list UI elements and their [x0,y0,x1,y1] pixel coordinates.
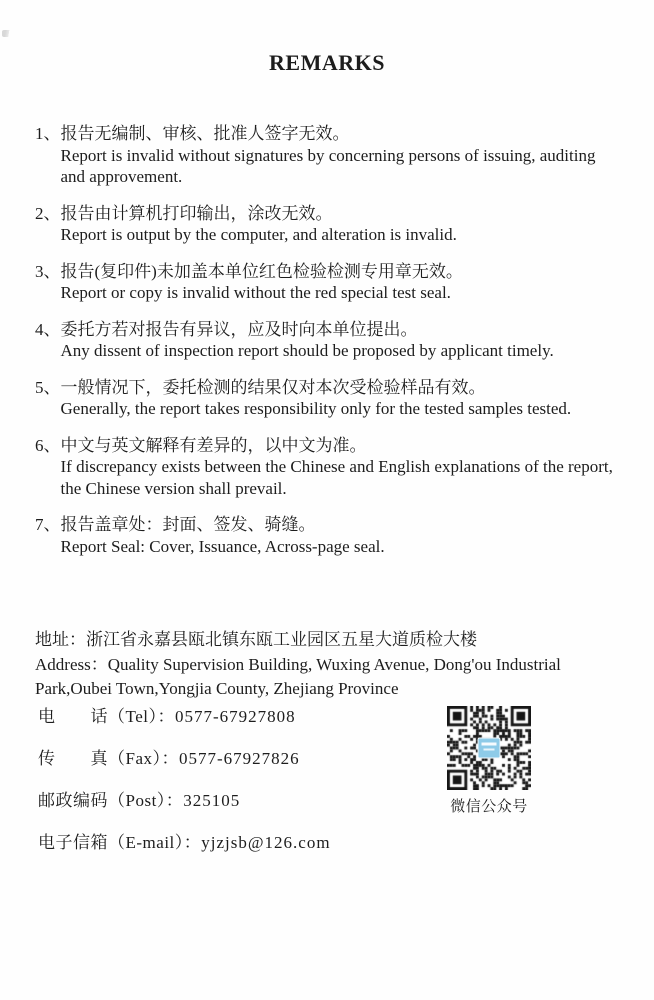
contact-row [38,832,438,854]
qr-caption: 微信公众号 [450,799,528,815]
remark-texts [61,377,624,420]
remark-number: 3、 [35,261,61,281]
address-zh: 地址：浙江省永嘉县瓯北镇东瓯工业园区五星大道质检大楼 [35,630,477,649]
remark-text-zh: 委托方若对报告有异议，应及时向本单位提出。 [60,319,418,339]
remark-item [35,377,623,420]
address-en: Address：Quality Supervision Building, Wuxing Avenue, Dong'ou Industrial Park,Oubei Town,Yongjia County, Zhejiang Province [35,654,561,698]
remark-item [35,435,623,500]
remark-item [35,261,623,304]
remark-texts [61,261,624,304]
contact-row [38,790,438,812]
contact-list [38,706,438,874]
remark-number: 1、 [35,124,61,143]
remark-text-en: Report or copy is invalid without the red special test seal. [60,283,451,302]
contact-label: 邮政编码（Post）： [38,791,184,810]
qr-wrap [447,706,531,790]
address-block [35,628,627,702]
qr-center-logo [478,738,501,759]
contact-label: 传 真（Fax）： [38,749,179,768]
remark-item [35,514,623,557]
remark-text-zh: 报告无编制、审核、批准人签字无效。 [60,124,350,143]
remark-item [35,123,623,188]
remark-texts [61,435,624,500]
remarks-list [35,123,623,572]
remark-text-en: Report is output by the computer, and alteration is invalid. [60,225,457,244]
remark-texts [61,123,624,188]
remark-text-en: Generally, the report takes responsibility only for the tested samples tested. [60,399,572,418]
remark-texts [61,514,624,557]
remark-number: 6、 [35,435,61,455]
remark-text-zh: 报告盖章处：封面、签发、骑缝。 [60,515,316,534]
remark-text-zh: 报告由计算机打印输出，涂改无效。 [60,203,333,223]
remark-text-zh: 报告(复印件)未加盖本单位红色检验检测专用章无效。 [60,261,463,281]
remark-item [35,203,623,246]
remark-number: 4、 [35,319,61,339]
remark-text-en: Any dissent of inspection report should be proposed by applicant timely. [60,341,554,360]
remark-text-en: Report Seal: Cover, Issuance, Across-page seal. [60,536,385,556]
page-title: REMARKS [269,50,385,75]
wechat-qr-block [447,706,531,816]
contact-label: 电 话（Tel）： [38,707,175,726]
remark-number: 5、 [35,377,61,397]
contact-row [38,706,438,728]
remark-text-en: If discrepancy exists between the Chinese and English explanations of the report, the Chinese version shall prevail. [60,457,613,498]
contact-label: 电子信箱（E-mail）： [38,833,202,852]
remark-texts [61,203,624,246]
remark-texts [61,319,624,362]
remark-text-en: Report is invalid without signatures by concerning persons of issuing, auditing and approvement. [60,145,596,186]
remark-item [35,319,623,362]
contact-value: 325105 [183,791,241,810]
contact-value: yjzjsb@126.com [201,833,331,852]
contact-row [38,748,438,770]
contact-value: 0577-67927826 [179,749,300,768]
scan-artifact [2,30,13,37]
remark-number: 2、 [35,203,61,223]
remark-number: 7、 [35,515,61,534]
remark-text-zh: 中文与英文解释有差异的，以中文为准。 [60,435,367,455]
contact-value: 0577-67927808 [174,707,296,726]
remark-text-zh: 一般情况下，委托检测的结果仅对本次受检验样品有效。 [60,377,486,397]
